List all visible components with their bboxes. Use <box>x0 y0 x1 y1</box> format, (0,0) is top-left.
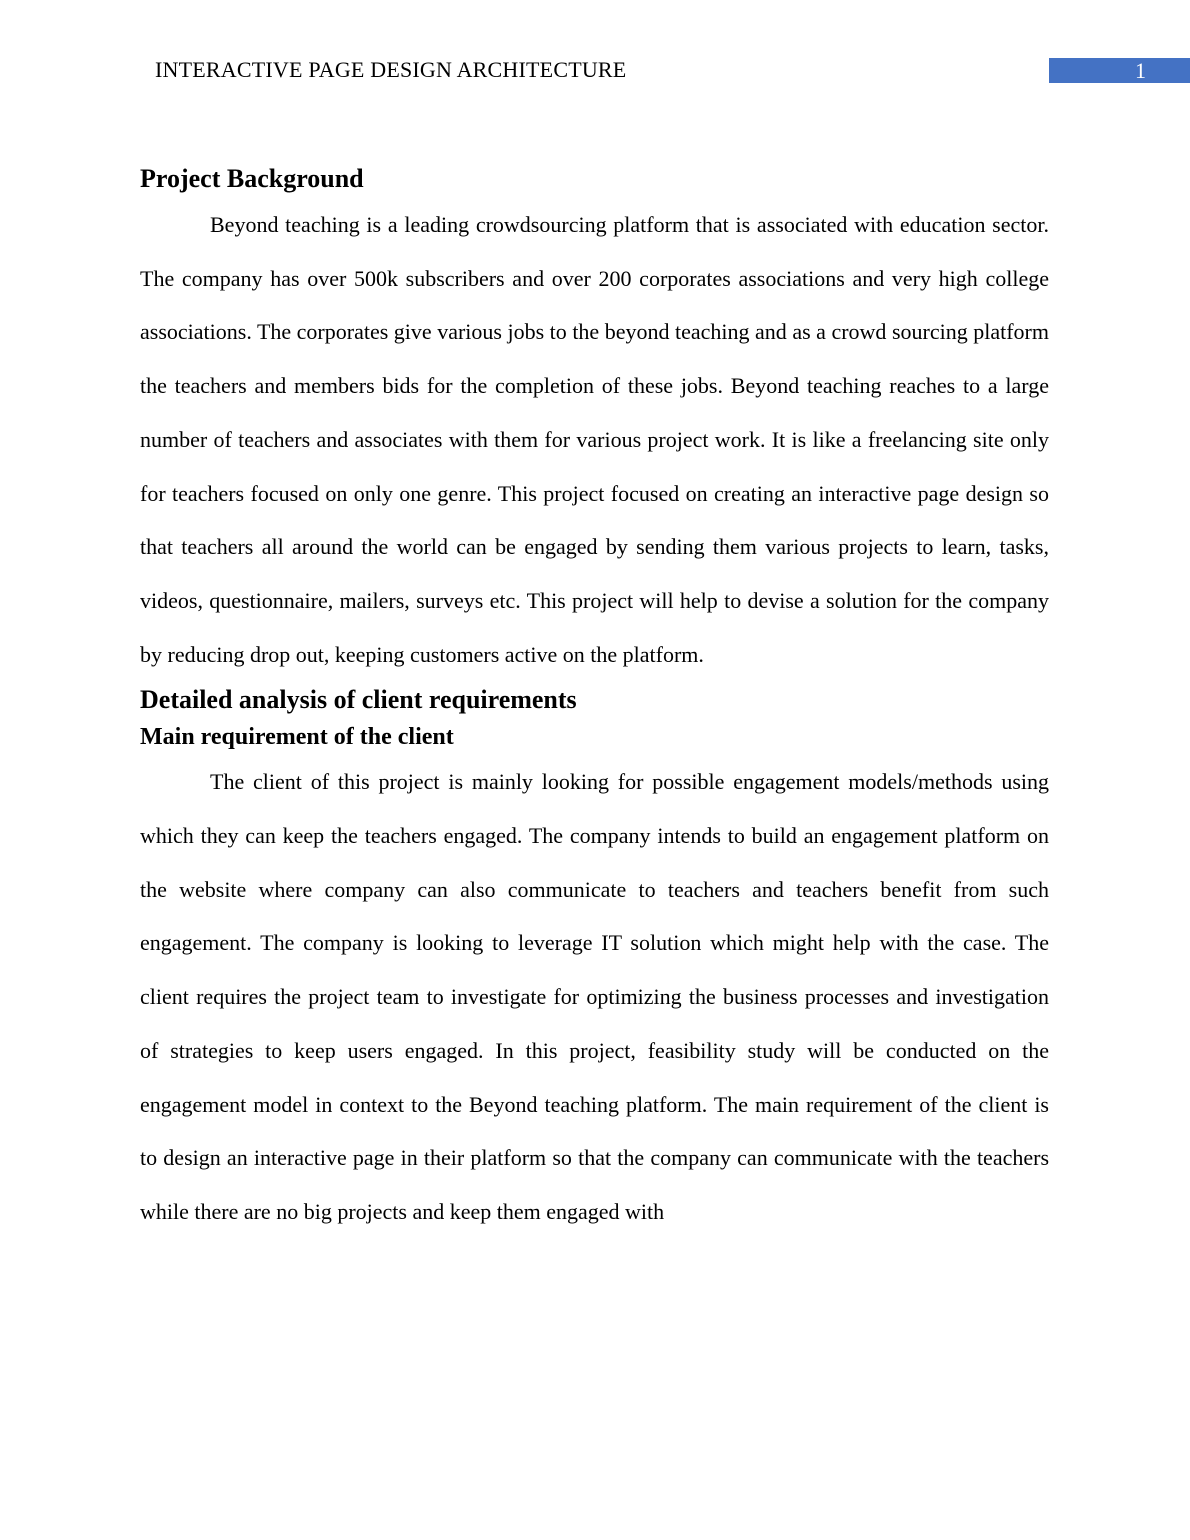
section-heading-client-requirements: Detailed analysis of client requirements <box>140 685 577 715</box>
paragraph-project-background: Beyond teaching is a leading crowdsourcing platform that is associated with education sector. The company has over 500k subscribers and over 200 corporates associations and very high college associations. The corporates give various jobs to the beyond teaching and as a crowd sourcing platform the teachers and members bids for the completion of these jobs. Beyond teaching reaches to a large number of teachers and associates with them for various project work. It is like a freelancing site only for teachers focused on only one genre. This project focused on creating an interactive page design so that teachers all around the world can be engaged by sending them various projects to learn, tasks, videos, questionnaire, mailers, surveys etc. This project will help to devise a solution for the company by reducing drop out, keeping customers active on the platform. <box>140 212 1049 667</box>
section-heading-project-background: Project Background <box>140 164 364 193</box>
subsection-heading-main-requirement: Main requirement of the client <box>140 724 454 751</box>
running-head: INTERACTIVE PAGE DESIGN ARCHITECTURE <box>155 57 627 82</box>
paragraph-main-requirement: The client of this project is mainly looking for possible engagement models/methods using which they can keep the teachers engaged. The company intends to build an engagement platform on the website where company can also communicate to teachers and teachers benefit from such engagement. The company is looking to leverage IT solution which might help with the case. The client requires the project team to investigate for optimizing the business processes and investigation of strategies to keep users engaged. In this project, feasibility study will be conducted on the engagement model in context to the Beyond teaching platform. The main requirement of the client is to design an interactive page in their platform so that the company can communicate with the teachers while there are no big projects and keep them engaged with <box>140 769 1049 1224</box>
page-number-badge <box>1049 58 1190 83</box>
document-body <box>140 160 1049 1239</box>
page-number: 1 <box>1135 58 1146 83</box>
